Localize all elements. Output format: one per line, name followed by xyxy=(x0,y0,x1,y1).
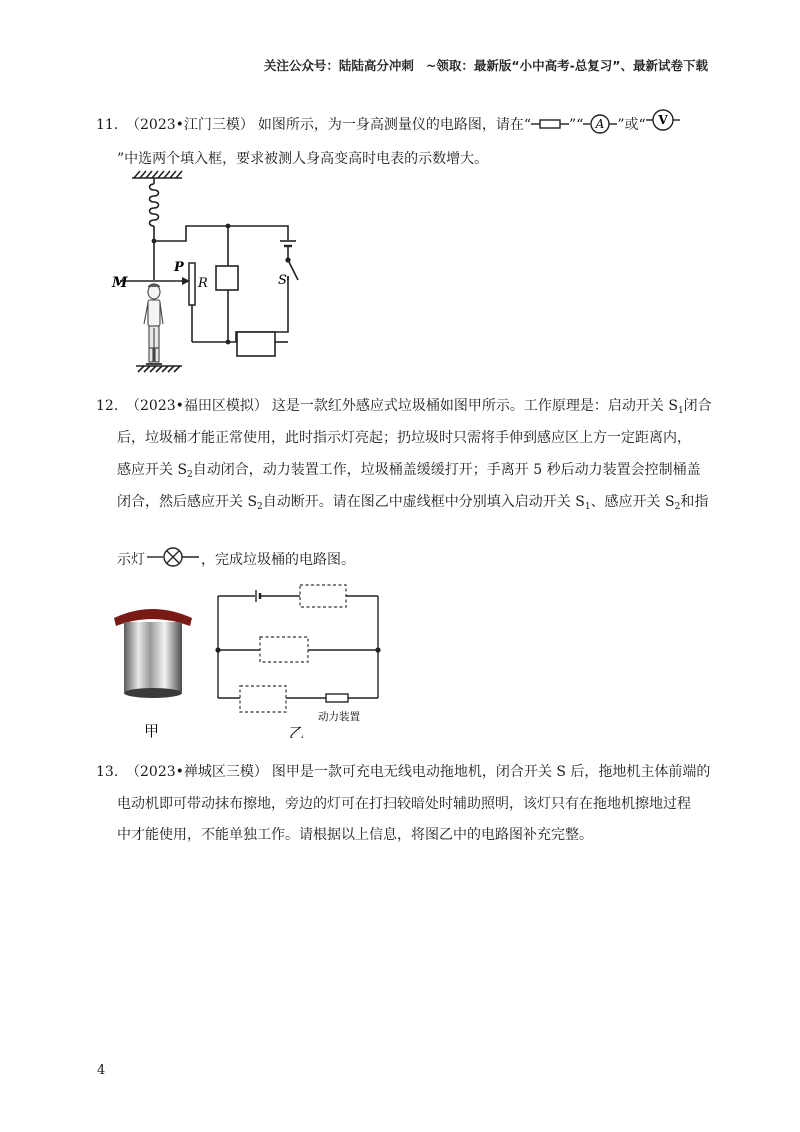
meter-box-2 xyxy=(237,332,275,356)
fig-jia-label: 甲 xyxy=(144,722,160,740)
q13-number: 13. xyxy=(96,764,119,780)
q12-line4: 闭合，然后感应开关 $S_2$自动断开。请在图乙中虚线框中分别填入启动开关 $S_1$、感应开关 $S_2$和指 xyxy=(117,494,709,512)
trash-can-body xyxy=(124,622,182,692)
top-wire xyxy=(154,226,288,241)
q11-line2: ”中选两个填入框，要求被测人身高变高时电表的示数增大。 xyxy=(117,151,489,167)
header-left: 关注公众号：陆陆高分冲刺 xyxy=(263,58,414,73)
q11-line1: 11. （2023•江门三模） 如图所示，为一身高测量仪的电路图，请在“ ”“ A ”或“ V xyxy=(96,107,680,135)
trash-can-circuit-figure xyxy=(205,578,390,738)
q12-number: 12. xyxy=(96,398,119,414)
q12-line3: 感应开关 $S_2$自动闭合，动力装置工作，垃圾桶盖缓缓打开；手离开 5 秒后动力装置会控制桶盖 xyxy=(117,462,701,480)
dashed-box-bottom xyxy=(240,686,286,712)
label-R: R xyxy=(198,276,208,291)
resistor-symbol-icon xyxy=(531,117,569,131)
power-device-resistor xyxy=(326,694,348,702)
dashed-box-middle xyxy=(260,637,308,662)
switch-S xyxy=(288,260,298,280)
dashed-box-top xyxy=(300,585,346,607)
lamp-symbol-icon xyxy=(147,545,199,569)
q11-source: （2023•江门三模） xyxy=(126,117,254,133)
ammeter-symbol-icon xyxy=(583,113,617,135)
q13-line1: 13. （2023•禅城区三模） 图甲是一款可充电无线电动拖地机，闭合开关 S 后，拖地机主体前端的 xyxy=(96,764,711,780)
height-meter-circuit-figure xyxy=(110,168,320,373)
fig-yi-label: 乙 xyxy=(289,724,305,738)
spring-icon xyxy=(150,178,159,241)
page-number: 4 xyxy=(97,1063,106,1078)
q12-source: （2023•福田区模拟） xyxy=(126,398,268,414)
page-header xyxy=(264,56,708,74)
header-right: ~领取：最新版“小中高考-总复习”、最新试卷下载 xyxy=(425,58,708,73)
q13-line2: 电动机即可带动抹布擦地，旁边的灯可在打扫较暗处时辅助照明，该灯只有在拖地机擦地过程 xyxy=(117,796,691,812)
trash-can-figure xyxy=(112,598,194,740)
voltmeter-symbol-icon xyxy=(646,107,680,133)
label-P: P xyxy=(174,260,184,275)
label-M: M xyxy=(112,275,128,291)
label-S: S xyxy=(278,273,287,288)
person-figure xyxy=(144,284,163,364)
rheostat-R xyxy=(189,263,195,305)
q12-line2: 后，垃圾桶才能正常使用，此时指示灯亮起；扔垃圾时只需将手伸到感应区上方一定距离内， xyxy=(117,430,691,446)
q13-line3: 中才能使用，不能单独工作。请根据以上信息，将图乙中的电路图补充完整。 xyxy=(117,827,593,843)
power-device-label: 动力装置 xyxy=(318,711,360,723)
q12-line5: 示灯 ，完成垃圾桶的电路图。 xyxy=(117,545,355,569)
svg-text:V: V xyxy=(658,113,668,127)
q13-source: （2023•禅城区三模） xyxy=(126,764,268,780)
meter-box-1 xyxy=(216,266,238,290)
q12-line1: 12. （2023•福田区模拟） 这是一款红外感应式垃圾桶如图甲所示。工作原理是：启动开关 $S_1$闭合 xyxy=(96,398,712,416)
svg-text:A: A xyxy=(596,117,605,131)
q11-number: 11. xyxy=(96,117,119,133)
